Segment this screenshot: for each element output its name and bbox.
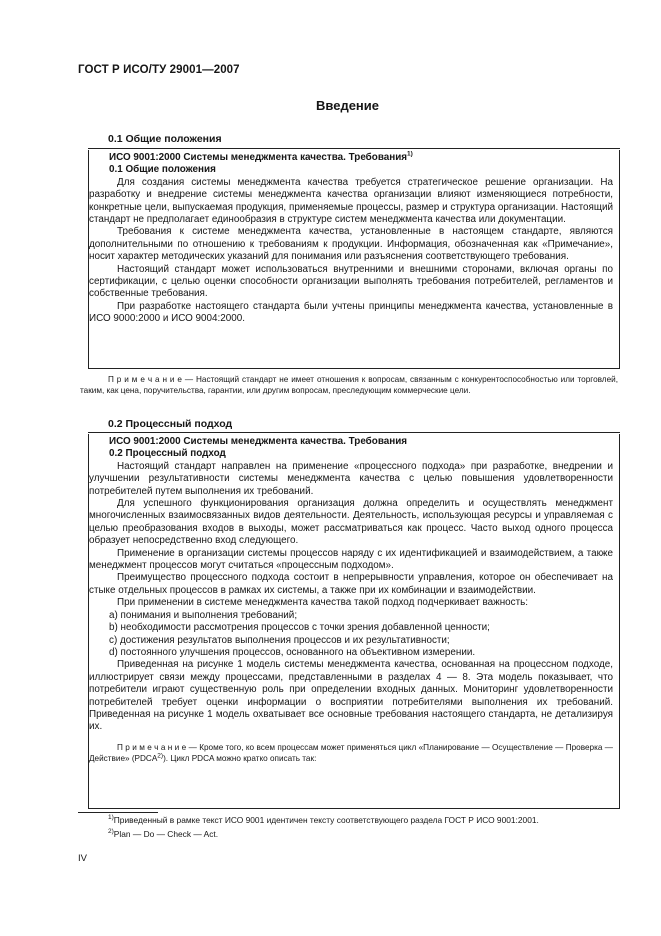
- note-text: ). Цикл PDCA можно кратко описать так:: [163, 753, 317, 763]
- note-text: — Настоящий стандарт не имеет отношения к вопросам, связанным с конкурентоспособностью или торговлей, таким, как цена, поручительства, гарантии, или другим вопросам, преследующим коммерческие цели.: [80, 375, 618, 395]
- note-general: [80, 374, 618, 396]
- section-heading-process: 0.2 Процессный подход: [108, 418, 233, 430]
- list-item: b) необходимости рассмотрения процессов с точки зрения добавленной ценности;: [109, 622, 490, 634]
- footnote-2: $^{2)}$Plan — Do — Check — Act.: [108, 828, 219, 839]
- paragraph: Требования к системе менеджмента качества, установленные в настоящем стандарте, являются дополнительными по отношению к требованиям к продукции. Информация, обозначенная как «Примечание», носит характер методических указаний для понимания или разъяснения соответствующего требования.: [89, 226, 613, 263]
- box-title: ИСО 9001:2000 Системы менеджмента качества. Требования: [109, 436, 408, 447]
- section-rule: [88, 148, 620, 149]
- list-item: a) понимания и выполнения требований;: [109, 609, 298, 621]
- paragraph: Преимущество процессного подхода состоит в непрерывности управления, которое он обеспечивает на стыке отдельных процессов в рамках их системы, а также при их комбинации и взаимодействии.: [89, 572, 613, 596]
- paragraph: Настоящий стандарт направлен на применение «процессного подхода» при разработке, внедрении и улучшении результативности системы менеджмента качества с целью повышения удовлетворенности потребителей путем выполнения их требований.: [89, 460, 613, 497]
- paragraph: Настоящий стандарт может использоваться внутренними и внешними сторонами, включая органы по сертификации, с целью оценки способности организации выполнять требования потребителей, регламентов и собственные требования.: [89, 263, 613, 300]
- footnote-rule: [78, 812, 158, 813]
- page-number: IV: [78, 853, 87, 864]
- paragraph: Для создания системы менеджмента качества требуется стратегическое решение организации. На разработку и внедрение системы менеджмента качества организации влияют изменяющиеся потребности, конкретные цели, выпускаемая продукция, применяемые процессы, размер и структура организации. Настоящий стандарт не предполагает единообразия в структуре систем менеджмента качества или документации.: [89, 176, 613, 226]
- document-id: ГОСТ Р ИСО/ТУ 29001—2007: [78, 64, 240, 76]
- note-label: П р и м е ч а н и е: [108, 375, 182, 384]
- box-subtitle: 0.2 Процессный подход: [109, 448, 226, 460]
- paragraph: При разработке настоящего стандарта были учтены принципы менеджмента качества, установленные в ИСО 9000:2000 и ИСО 9004:2000.: [89, 300, 613, 325]
- note-process: П р и м е ч а н и е — Кроме того, ко всем процессам может применяться цикл «Планирование — Осуществление — Проверка — Действие» (PDCA$^{2)}$). Цикл PDCA можно кратко описать так:: [89, 742, 613, 763]
- list-item: c) достижения результатов выполнения процессов и их результативности;: [109, 634, 450, 646]
- note-text: — Кроме того, ко всем процессам может применяться цикл «Планирование — Осуществление — Проверка — Действие» (PDCA: [89, 742, 613, 763]
- paragraph: Применение в организации системы процессов наряду с их идентификацией и взаимодействием, а также менеджмент процессов могут считаться «процессным подходом».: [89, 547, 613, 572]
- quoted-standard-box-general: [88, 150, 620, 369]
- note-label: П р и м е ч а н и е: [117, 742, 187, 752]
- section-rule: [88, 432, 620, 433]
- section-heading-general: 0.1 Общие положения: [108, 133, 222, 145]
- footnote-1: $^{1)}$Приведенный в рамке текст ИСО 9001 идентичен тексту соответствующего раздела ГОСТ Р ИСО 9001:2001.: [108, 814, 539, 825]
- paragraph: При применении в системе менеджмента качества такой подход подчеркивает важность:: [117, 597, 529, 609]
- list-item: d) постоянного улучшения процессов, основанного на объективном измерении.: [109, 646, 476, 658]
- spacer: [89, 734, 613, 742]
- paragraph: Для успешного функционирования организация должна определить и осуществлять менеджмент многочисленных взаимосвязанных видов деятельности. Деятельность, использующая ресурсы и управляемая с целью преобразования входов в выходы, может рассматриваться как процесс. Часто выход одного процесса образует непосредственно вход следующего.: [89, 498, 613, 547]
- page-title: Введение: [316, 98, 379, 113]
- paragraph: Приведенная на рисунке 1 модель системы менеджмента качества, основанная на процессном подходе, иллюстрирует связи между процессами, представленными в разделах 4 — 8. Эта модель показывает, что потребители играют существенную роль при определении входных данных. Мониторинг удовлетворенности потребителей требует оценки информации о восприятии потребителями выполнения их требований. Приведенная на рисунке 1 модель охватывает все основные требования настоящего стандарта, не детализируя их.: [89, 659, 613, 733]
- box-title: ИСО 9001:2000 Системы менеджмента качества. Требования$^{1)}$: [109, 150, 413, 163]
- quoted-standard-box-process: [88, 434, 620, 809]
- box-subtitle: 0.1 Общие положения: [109, 164, 216, 176]
